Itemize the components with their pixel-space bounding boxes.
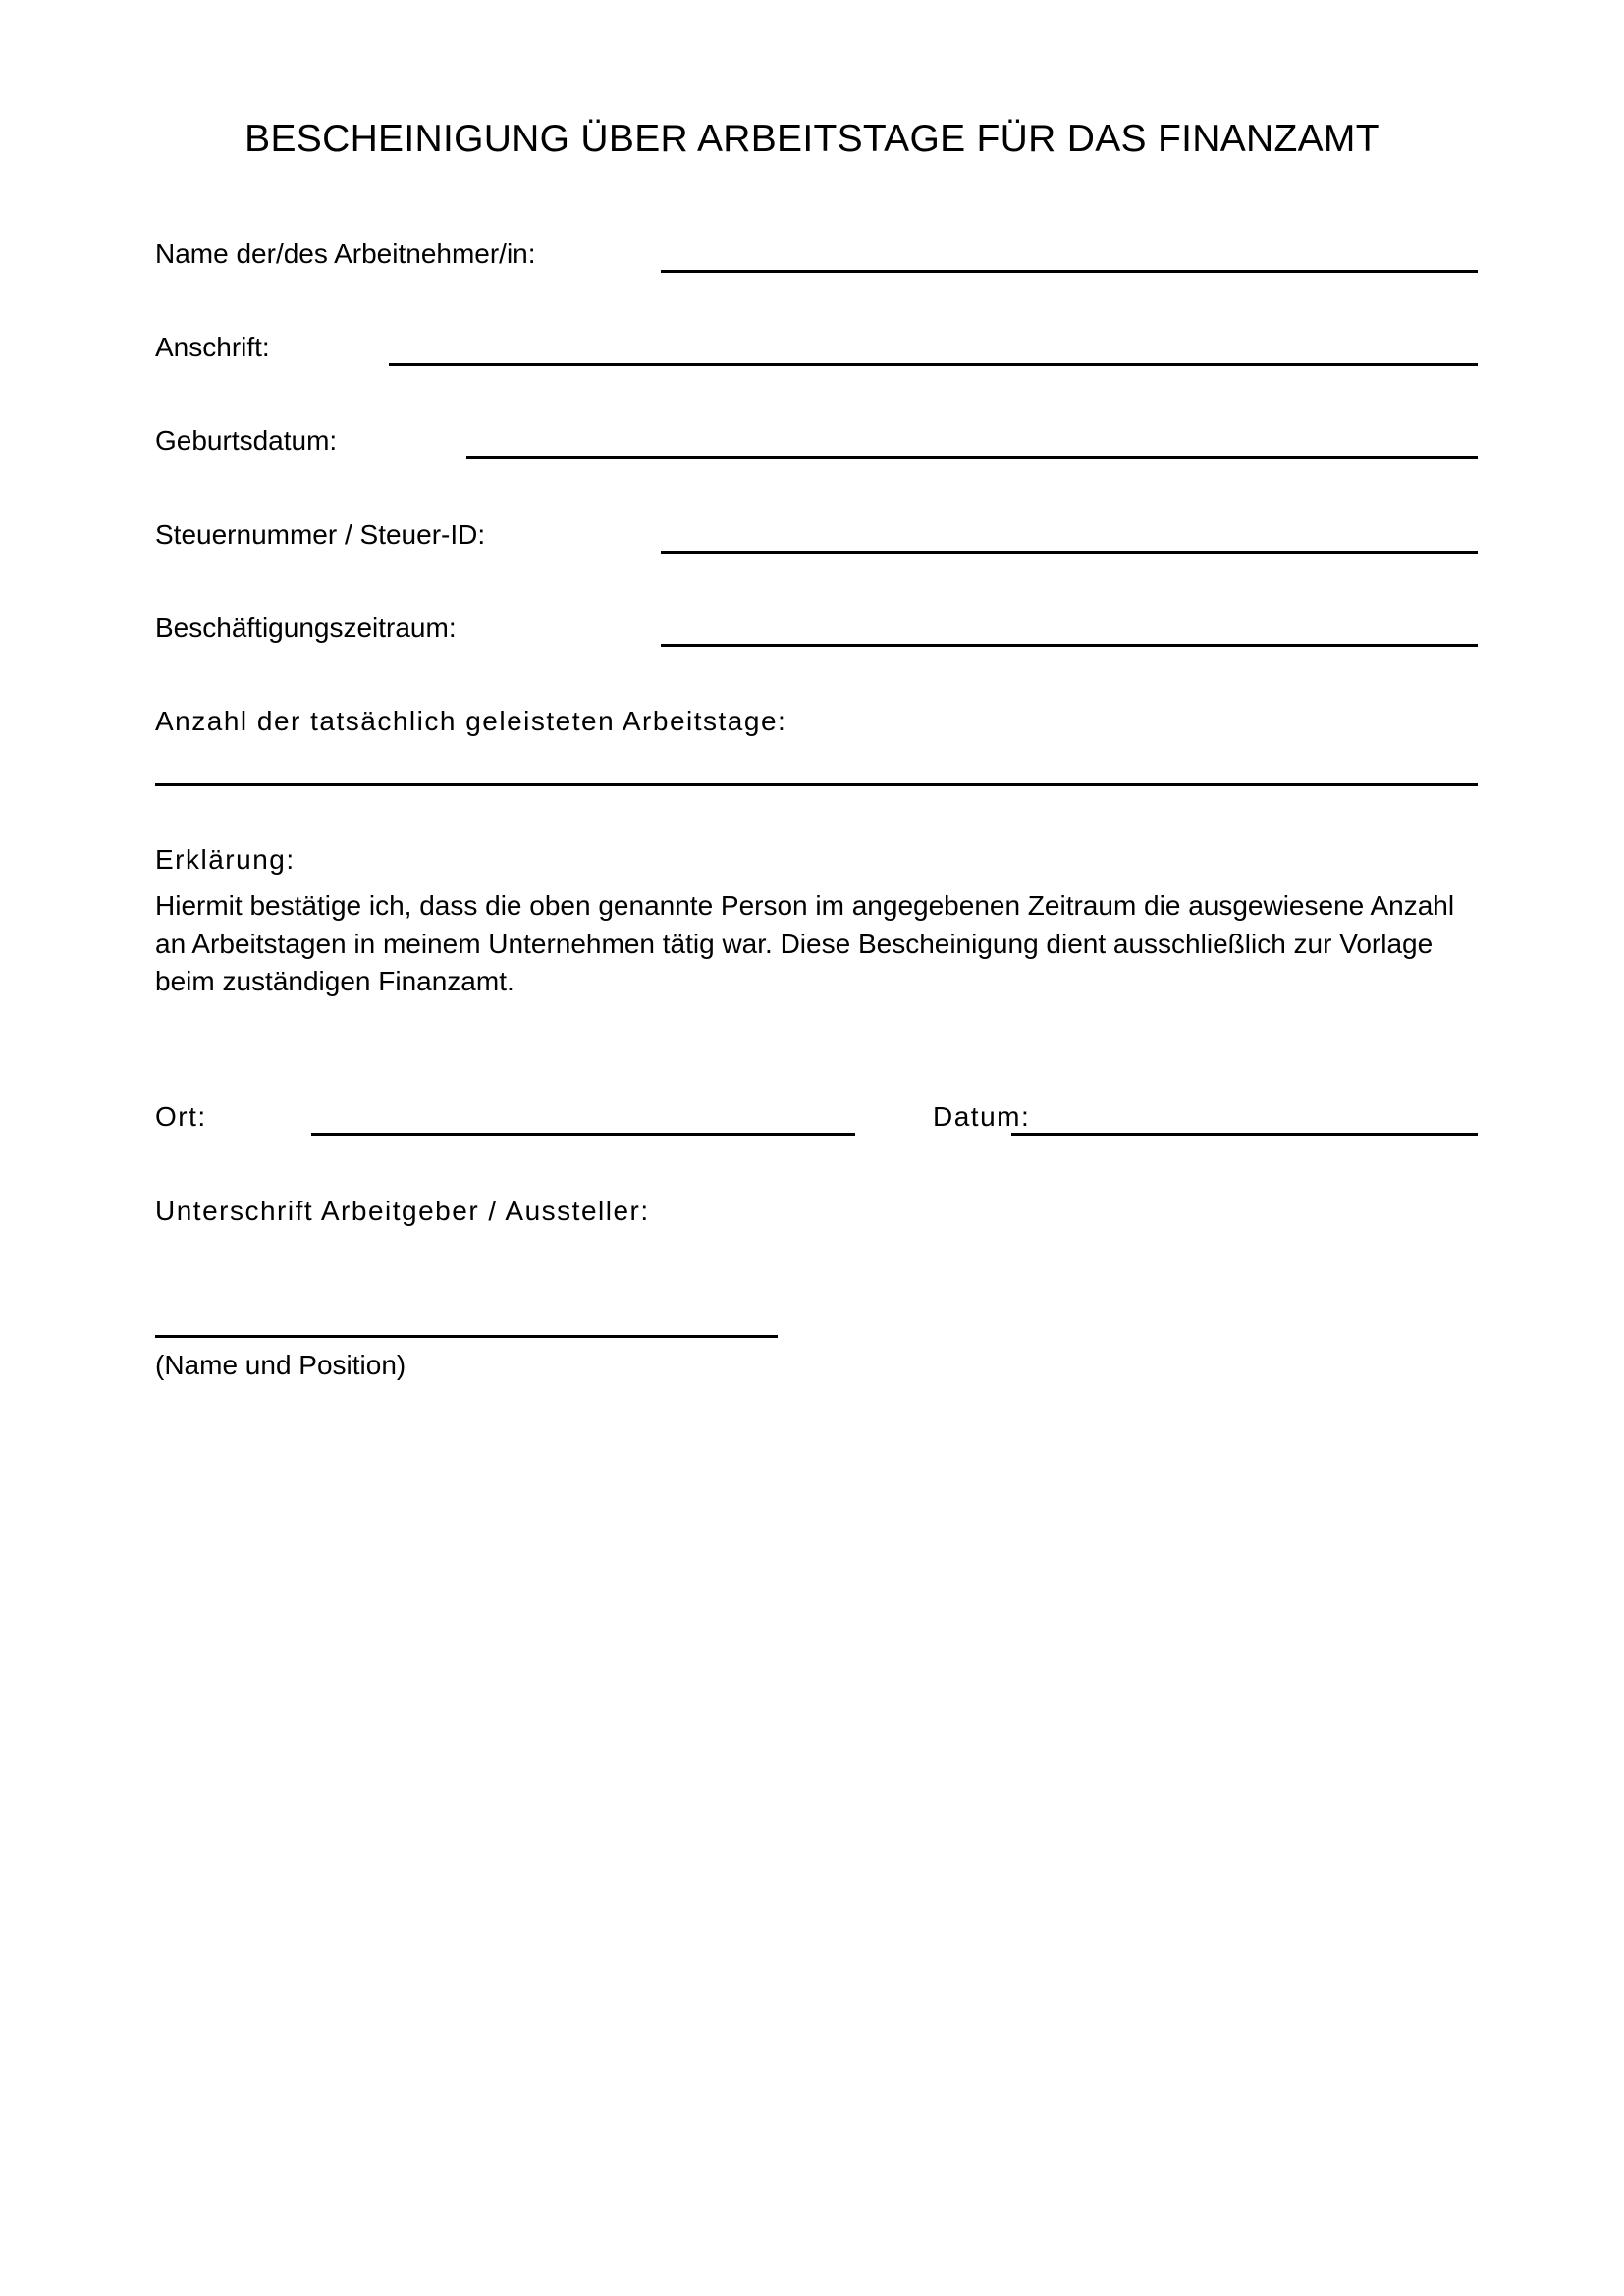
- place-input-line[interactable]: [311, 1133, 855, 1136]
- signature-label: Unterschrift Arbeitgeber / Aussteller:: [155, 1196, 650, 1226]
- birthdate-label: Geburtsdatum:: [155, 425, 338, 455]
- address-input-line[interactable]: [389, 363, 1478, 366]
- employment-period-input-line[interactable]: [661, 644, 1478, 647]
- tax-id-input-line[interactable]: [661, 551, 1478, 554]
- declaration-text: [155, 887, 1481, 1001]
- document-title: BESCHEINIGUNG ÜBER ARBEITSTAGE FÜR DAS FINANZAMT: [244, 118, 1380, 160]
- declaration-line: beim zuständigen Finanzamt.: [155, 966, 514, 996]
- declaration-line: Hiermit bestätige ich, dass die oben genannte Person im angegebenen Zeitraum die ausgewiesene Anzahl: [155, 890, 1455, 921]
- place-label: Ort:: [155, 1101, 207, 1132]
- birthdate-input-line[interactable]: [466, 456, 1478, 459]
- work-days-label: Anzahl der tatsächlich geleisteten Arbeitstage:: [155, 706, 787, 736]
- date-label: Datum:: [933, 1101, 1031, 1132]
- date-input-line[interactable]: [1011, 1133, 1478, 1136]
- signature-line[interactable]: [155, 1335, 778, 1338]
- tax-id-label: Steuernummer / Steuer-ID:: [155, 519, 486, 550]
- name-label: Name der/des Arbeitnehmer/in:: [155, 239, 536, 269]
- declaration-line: an Arbeitstagen in meinem Unternehmen tätig war. Diese Bescheinigung dient ausschließlich zur Vorlage: [155, 928, 1434, 959]
- declaration-heading: Erklärung:: [155, 844, 296, 875]
- name-input-line[interactable]: [661, 270, 1478, 273]
- work-days-input-line[interactable]: [155, 783, 1478, 786]
- employment-period-label: Beschäftigungszeitraum:: [155, 613, 457, 643]
- signature-caption: (Name und Position): [155, 1350, 406, 1380]
- address-label: Anschrift:: [155, 332, 270, 362]
